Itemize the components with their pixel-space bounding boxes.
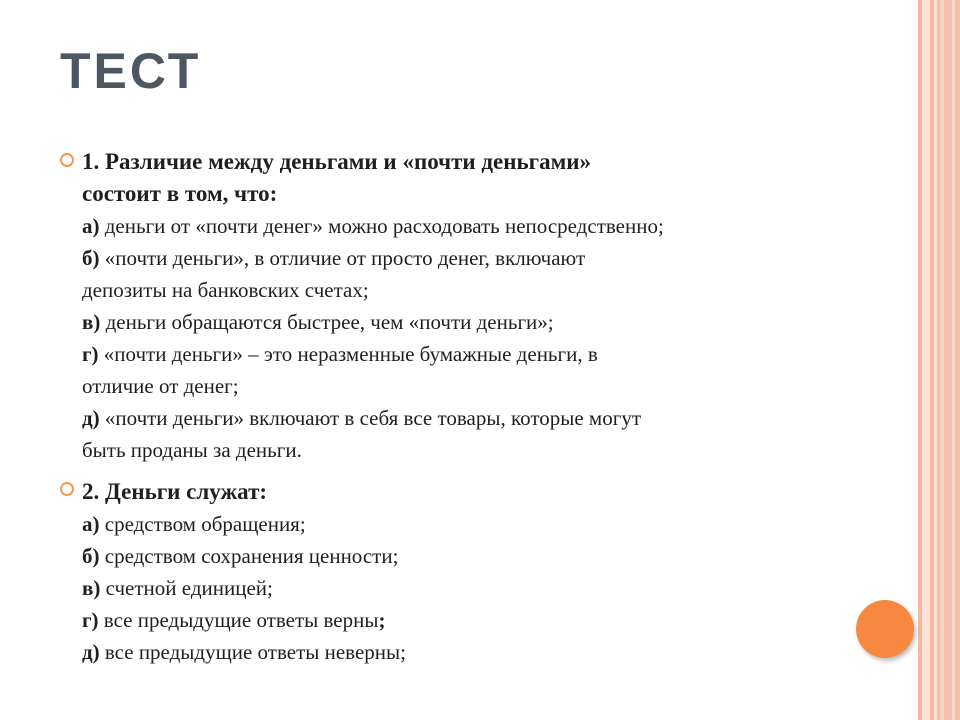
decor-stripe <box>952 0 955 720</box>
answer-line <box>82 572 842 604</box>
answer-letter: а) <box>82 512 100 536</box>
answer-text: отличие от денег; <box>82 374 239 398</box>
answer-text: «почти деньги» включают в себя все товары, которые могут <box>99 406 641 430</box>
answer-text: счетной единицей; <box>100 576 273 600</box>
question-1-heading-line: 1. Различие между деньгами и «почти деньгами» <box>82 149 591 174</box>
answer-letter: в) <box>82 576 101 600</box>
decor-stripe <box>940 0 944 720</box>
question-1 <box>82 146 842 466</box>
answer-line <box>82 338 842 370</box>
answer-line <box>82 540 842 572</box>
question-1-heading-line: состоит в том, что: <box>82 181 278 206</box>
answer-line <box>82 508 842 540</box>
question-2 <box>82 476 842 668</box>
answer-letter: а) <box>82 214 100 238</box>
answer-letter: д) <box>82 640 100 664</box>
answer-letter: г) <box>82 608 99 632</box>
answer-text: «почти деньги», в отличие от просто денег, включают <box>99 246 586 270</box>
answer-text: депозиты на банковских счетах; <box>82 278 369 302</box>
answer-bold-semicolon: ; <box>378 608 386 632</box>
question-1-heading <box>82 146 842 210</box>
answer-letter: д) <box>82 406 100 430</box>
answer-letter: г) <box>82 342 99 366</box>
answer-line <box>82 306 842 338</box>
answer-line <box>82 636 842 668</box>
answer-line <box>82 210 842 242</box>
decor-stripe <box>922 0 930 720</box>
answer-line <box>82 604 842 636</box>
answer-text: все предыдущие ответы верны <box>98 608 379 632</box>
answer-line <box>82 370 842 402</box>
answer-line <box>82 402 842 434</box>
bullet-ring-icon <box>60 153 74 167</box>
answer-text: деньги от «почти денег» можно расходовать непосредственно; <box>99 214 664 238</box>
answer-line <box>82 434 842 466</box>
answer-letter: в) <box>82 310 101 334</box>
answer-text: средством обращения; <box>99 512 306 536</box>
bullet-ring-icon <box>60 482 74 496</box>
answer-letter: б) <box>82 544 100 568</box>
answer-text: «почти деньги» – это неразменные бумажные деньги, в <box>98 342 598 366</box>
answer-text: деньги обращаются быстрее, чем «почти деньги»; <box>100 310 554 334</box>
answer-text: быть проданы за деньги. <box>82 438 302 462</box>
answer-letter: б) <box>82 246 100 270</box>
decor-orange-circle <box>856 600 914 658</box>
answer-line <box>82 274 842 306</box>
answer-text: средством сохранения ценности; <box>99 544 399 568</box>
slide-title: ТЕСТ <box>60 43 202 99</box>
question-2-heading: 2. Деньги служат: <box>82 479 268 504</box>
answer-line <box>82 242 842 274</box>
answer-text: все предыдущие ответы неверны; <box>99 640 406 664</box>
